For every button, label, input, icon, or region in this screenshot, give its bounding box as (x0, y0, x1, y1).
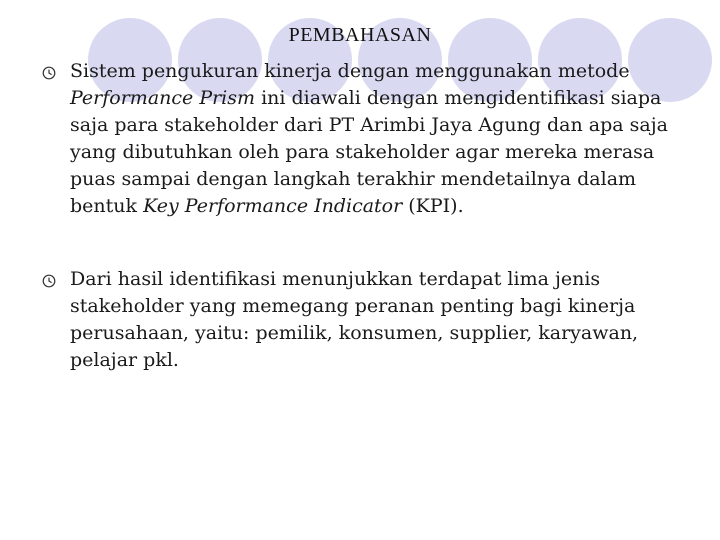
bullet-text (70, 60, 668, 217)
text-run: ini diawali dengan mengidentifikasi siapa saja para stakeholder dari PT Arimbi Jaya Agung dan apa saja yang dibutuhkan oleh para stakeholder agar mereka merasa puas sampai dengan langkah terakhir mendetailnya dalam bentuk (70, 87, 668, 217)
bullet-item (38, 58, 698, 220)
bullet-list (38, 58, 698, 374)
bullet-item (38, 266, 698, 374)
clock-icon (42, 66, 56, 80)
bullet-text (70, 268, 638, 371)
text-run-italic: Key Performance Indicator (143, 195, 403, 217)
text-run: Dari hasil identifikasi menunjukkan terdapat lima jenis stakeholder yang memegang peranan penting bagi kinerja perusahaan, yaitu: pemilik, konsumen, supplier, karyawan, pelajar pkl. (70, 268, 639, 371)
slide-title: PEMBAHASAN (288, 24, 432, 46)
text-run: (KPI). (402, 195, 464, 217)
text-run-italic: Performance Prism (70, 87, 256, 109)
clock-icon (42, 274, 56, 288)
text-run: Sistem pengukuran kinerja dengan menggunakan metode (70, 60, 630, 82)
